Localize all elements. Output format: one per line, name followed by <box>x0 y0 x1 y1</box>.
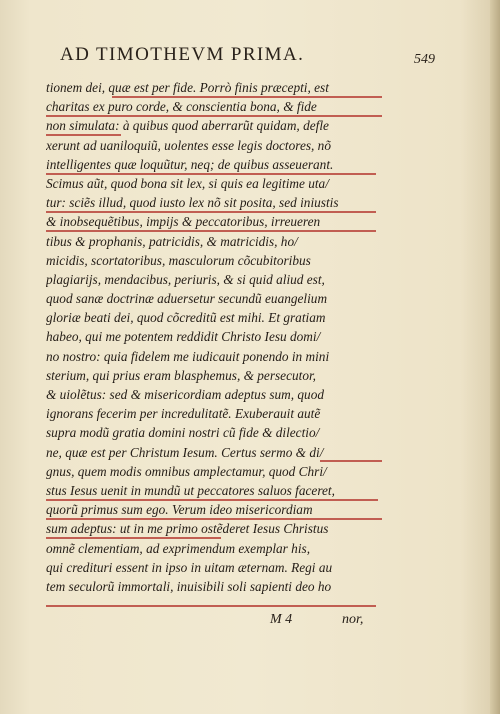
running-header: AD TIMOTHEVM PRIMA. <box>60 44 305 65</box>
text-line: sterium, qui prius eram blasphemus, & persecutor, <box>46 367 316 383</box>
red-underline <box>46 134 121 136</box>
text-line: no nostro: quia fidelem me iudicauit ponendo in mini <box>46 348 330 364</box>
text-line: & inobsequẽtibus, impijs & peccatoribus, irreueren <box>46 214 321 230</box>
red-underline <box>46 605 376 607</box>
text-line: & uiolẽtus: sed & misericordiam adeptus sum, quod <box>46 387 324 402</box>
red-underline <box>46 173 376 175</box>
text-line: gnus, quem modis omnibus amplectamur, quod Chri/ <box>46 463 327 479</box>
red-underline <box>46 537 221 539</box>
red-underline <box>46 230 376 232</box>
red-underline <box>46 211 376 213</box>
text-line: omnẽ clementiam, ad exprimendum exemplar his, <box>46 540 311 556</box>
text-line: xerunt ad uaniloquiũ, uolentes esse legis doctores, nõ <box>46 137 331 153</box>
text-line: non simulata: à quibus quod aberrarũt quidam, defle <box>46 118 329 134</box>
text-line: charitas ex puro corde, & conscientia bona, & fide <box>46 99 317 115</box>
red-underline <box>46 499 378 501</box>
text-line: tem seculorũ immortali, inuisibili soli sapienti deo ho <box>46 578 332 594</box>
text-line: qui credituri essent in ipso in uitam æternam. Regi au <box>46 559 333 575</box>
text-line: supra modũ gratia domini nostri cũ fide & dilectio/ <box>46 425 320 441</box>
text-line: Scimus aũt, quod bona sit lex, si quis ea legitime uta/ <box>46 175 329 191</box>
catchword: nor, <box>342 612 364 627</box>
text-line: quod sanæ doctrinæ aduersetur secundũ euangelium <box>46 291 328 307</box>
text-line: stus Iesus uenit in mundũ ut peccatores saluos faceret, <box>46 482 335 498</box>
red-underline <box>46 518 382 520</box>
page-gutter <box>490 0 500 714</box>
text-line: tur: sciẽs illud, quod iusto lex nõ sit posita, sed iniustis <box>46 195 339 211</box>
text-line: tibus & prophanis, patricidis, & matricidis, ho/ <box>46 233 298 249</box>
text-line: plagiarijs, mendacibus, periuris, & si quid aliud est, <box>46 271 325 287</box>
text-line: sum adeptus: ut in me primo ostẽderet Iesus Christus <box>46 521 329 537</box>
text-line: tionem dei, quæ est per fide. Porrò finis præcepti, est <box>46 80 329 95</box>
red-underline <box>320 460 382 462</box>
red-underline <box>46 115 382 117</box>
text-line: gloriæ beati dei, quod cõcreditũ est mihi. Et gratiam <box>46 310 326 326</box>
text-line: micidis, scortatoribus, masculorum cõcubitoribus <box>46 252 311 268</box>
text-line: ne, quæ est per Christum Iesum. Certus sermo & di/ <box>46 444 324 460</box>
text-line: quorũ primus sum ego. Verum ideo misericordiam <box>46 502 313 518</box>
text-line: habeo, qui me potentem reddidit Christo Iesu domi/ <box>46 329 321 345</box>
red-underline <box>112 96 382 98</box>
folio-number: 549 <box>414 52 435 67</box>
signature-mark: M 4 <box>270 612 293 627</box>
text-line: ignorans fecerim per incredulitatẽ. Exuberauit autẽ <box>46 406 321 422</box>
text-line: intelligentes quæ loquũtur, neq; de quibus asseuerant. <box>46 156 334 172</box>
